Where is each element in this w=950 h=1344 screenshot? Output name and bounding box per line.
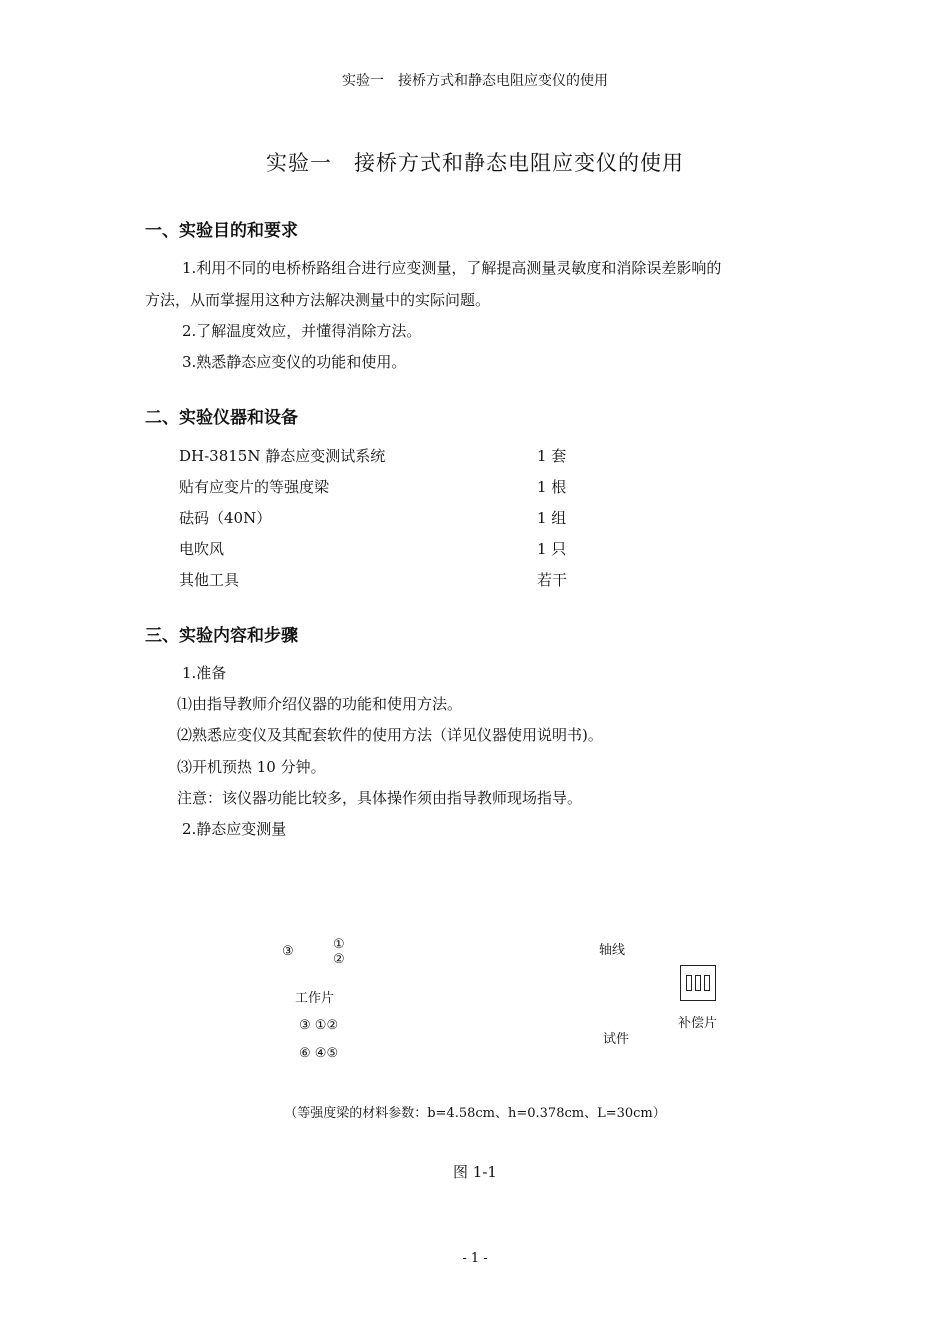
page-number: - 1 - (462, 1251, 488, 1266)
purpose-item-1-line-1: 1.利用不同的电桥桥路组合进行应变测量，了解提高测量灵敏度和消除误差影响的 (182, 259, 722, 277)
compensation-gauge-label: 补偿片 (678, 1016, 718, 1031)
figure-label: 图 1-1 (453, 1163, 497, 1181)
gauge-row-bottom: ⑥ ④⑤ (299, 1046, 339, 1061)
work-gauge-label: 工作片 (295, 991, 335, 1006)
procedure-step-2: 2.静态应变测量 (182, 820, 287, 838)
gauge-marker-1: ① (333, 937, 345, 952)
section-heading-equipment: 二、实验仪器和设备 (145, 408, 298, 428)
equipment-name: DH-3815N 静态应变测试系统 (179, 447, 386, 465)
page-header: 实验一 接桥方式和静态电阻应变仪的使用 (342, 73, 608, 89)
procedure-substep-1: ⑴由指导教师介绍仪器的功能和使用方法。 (177, 695, 463, 713)
equipment-name: 砝码（40N） (179, 509, 272, 527)
gauge-marker-2: ② (333, 952, 345, 967)
equipment-qty: 1 只 (537, 540, 567, 558)
compensation-gauge-icon (680, 965, 716, 1001)
specimen-label: 试件 (603, 1032, 630, 1047)
section-heading-procedure: 三、实验内容和步骤 (145, 626, 298, 646)
equipment-name: 贴有应变片的等强度梁 (179, 478, 330, 496)
purpose-item-1-line-2: 方法，从而掌握用这种方法解决测量中的实际问题。 (145, 291, 491, 309)
gauge-row-top: ③ ①② (299, 1018, 339, 1033)
equipment-qty: 1 组 (537, 509, 567, 527)
purpose-item-2: 2.了解温度效应，并懂得消除方法。 (182, 322, 422, 340)
equipment-qty: 1 套 (537, 447, 567, 465)
procedure-substep-3: ⑶开机预热 10 分钟。 (177, 758, 326, 776)
procedure-note: 注意：该仪器功能比较多，具体操作须由指导教师现场指导。 (177, 789, 583, 807)
equipment-qty: 1 根 (537, 478, 567, 496)
section-heading-purpose: 一、实验目的和要求 (145, 221, 298, 241)
gauge-marker-3: ③ (282, 944, 294, 959)
equipment-qty: 若干 (537, 571, 568, 589)
purpose-item-3: 3.熟悉静态应变仪的功能和使用。 (182, 353, 407, 371)
procedure-substep-2: ⑵熟悉应变仪及其配套软件的使用方法（详见仪器使用说明书)。 (177, 726, 603, 744)
page-title: 实验一 接桥方式和静态电阻应变仪的使用 (266, 151, 684, 175)
equipment-name: 其他工具 (179, 571, 240, 589)
axis-label: 轴线 (599, 943, 626, 958)
figure-caption: （等强度梁的材料参数：b=4.58cm、h=0.378cm、L=30cm） (284, 1106, 666, 1121)
procedure-step-1: 1.准备 (182, 664, 227, 682)
equipment-name: 电吹风 (179, 540, 225, 558)
